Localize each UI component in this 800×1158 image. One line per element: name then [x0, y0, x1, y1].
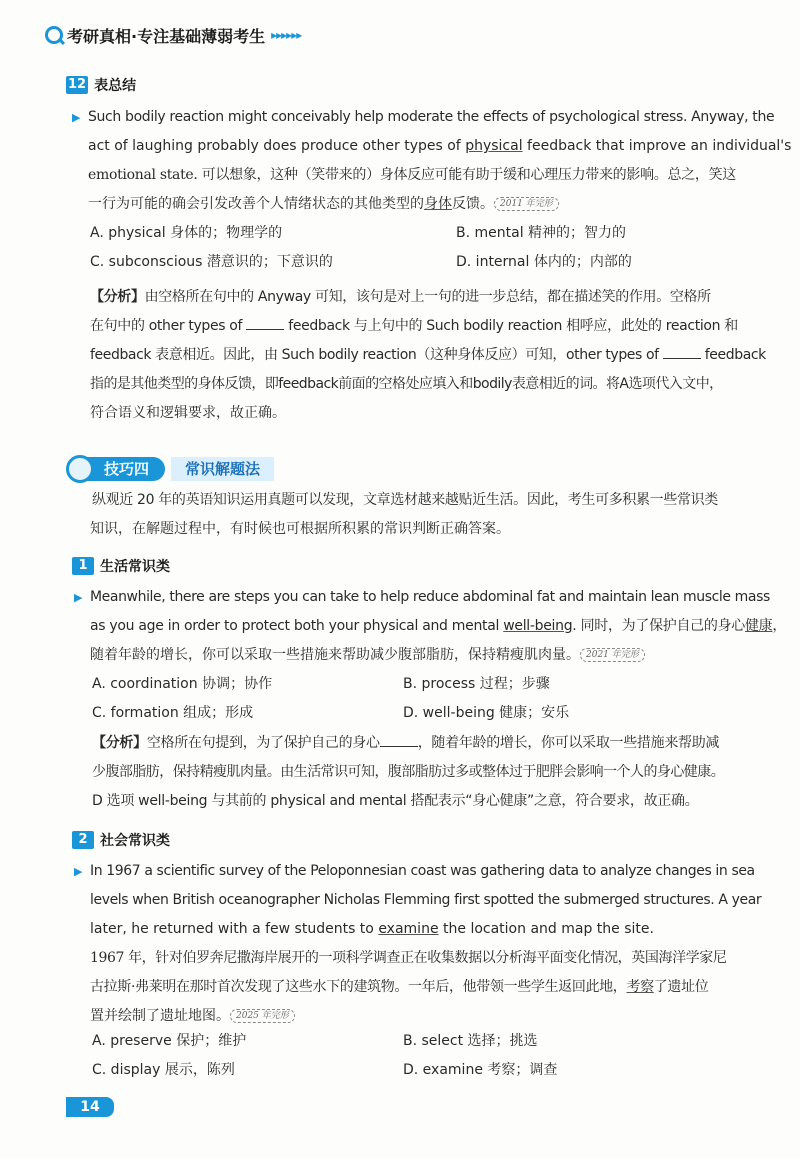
- exam-year-tag: 2021 年完形: [580, 648, 645, 662]
- underlined-answer-cn: 健康: [744, 618, 773, 634]
- option-c: C. display 展示，陈列: [92, 1062, 235, 1078]
- skill-intro: 纵观近 20 年的英语知识运用真题可以发现，文章选材越来越贴近生活。因此，考生可多积累一些常识类 知识，在解题过程中，有时候也可根据所积累的常识判断正确答案。: [90, 492, 718, 537]
- page-header: [45, 22, 301, 48]
- exam-year-tag: 2025 年完形: [230, 1009, 295, 1023]
- options-12: [90, 222, 750, 278]
- option-d: D. examine 考察；调查: [403, 1062, 558, 1078]
- section-number: 12: [68, 77, 87, 92]
- option-b: B. process 过程；步骤: [403, 676, 550, 692]
- options-1: [92, 673, 752, 729]
- section-number: 2: [72, 831, 94, 849]
- section-heading-2: [72, 830, 170, 850]
- option-b: B. select 选择；挑选: [403, 1033, 538, 1049]
- option-c: C. formation 组成；形成: [92, 705, 254, 721]
- underlined-answer: well-being: [503, 618, 573, 634]
- underlined-answer-cn: 考察: [626, 979, 654, 995]
- magnifier-icon: [66, 455, 94, 483]
- option-d: D. internal 体内的；内部的: [456, 254, 632, 270]
- skill-banner: [66, 454, 274, 484]
- option-a: A. preserve 保护；维护: [92, 1033, 247, 1049]
- section-title: 社会常识类: [100, 833, 170, 849]
- underlined-answer: examine: [378, 921, 439, 937]
- arrow-decoration: ▸▸▸▸▸▸: [271, 28, 302, 42]
- option-c: C. subconscious 潜意识的；下意识的: [90, 254, 333, 270]
- analysis-1: 【分析】空格所在句提到，为了保护自己的身心 ，随着年龄的增长，你可以采取一些措施来帮助减 少腹部脂肪，保持精瘦肌肉量。由生活常识可知，腹部脂肪过多或整体过于肥胖会影响一个人的身心健康。 D 选项 well-being 与其前的 physical and mental 搭配表示“身心健康”之意，符合要求，故正确。: [92, 729, 762, 816]
- blank-line: [380, 732, 418, 747]
- section-title: 生活常识类: [100, 559, 170, 575]
- options-2: [92, 1030, 752, 1086]
- page-number: 14: [66, 1097, 114, 1117]
- analysis-12: 【分析】由空格所在句中的 Anyway 可知，该句是对上一句的进一步总结，都在描述笑的作用。空格所 在句中的 other types of feedback 与上句中的 Such bodily reaction 相呼应，此处的 reaction 和 feedback 表意相近。因此，由 Such bodily reaction（这种身体反应）可知，other types of feedback 指的是其他类型的身体反馈，即feedback前面的空格处应填入和bodily表意相近的词。将A选项代入文中， 符合语义和逻辑要求，故正确。: [90, 289, 766, 421]
- example-sentence-2: ▶ In 1967 a scientific survey of the Peloponnesian coast was gathering data to analyze changes in sea levels when British oceanographer Nicholas Flemming first spotted the submerged structures. A year later, he returned with a few students to examine the location and map the site. 1967 年，针对伯罗奔尼撒海岸展开的一项科学调查正在收集数据以分析海平面变化情况，英国海洋学家尼 古拉斯·弗莱明在那时首次发现了这些水下的建筑物。一年后，他带领一些学生返回此地，考察了遗址位 置并绘制了遗址地图。 2025 年完形: [74, 857, 764, 1031]
- example-sentence-1: ▶ Meanwhile, there are steps you can take to help reduce abdominal fat and maintain lean muscle mass as you age in order to protect both your physical and mental well-being. 同时，为了保护自己的身心健康， 随着年龄的增长，你可以采取一些措施来帮助减少腹部脂肪，保持精瘦肌肉量。 2021 年完形: [74, 583, 764, 670]
- bullet-triangle-icon: ▶: [74, 865, 83, 878]
- search-logo-icon: [45, 26, 63, 44]
- section-heading-12: [66, 75, 136, 95]
- underlined-answer: physical: [465, 138, 523, 154]
- option-d: D. well-being 健康；安乐: [403, 705, 570, 721]
- bullet-triangle-icon: ▶: [74, 591, 83, 604]
- section-number: 1: [72, 557, 94, 575]
- section-title: 表总结: [94, 78, 137, 94]
- option-b: B. mental 精神的；智力的: [456, 225, 627, 241]
- analysis-label: 【分析】: [92, 735, 147, 751]
- skill-label: 技巧四: [84, 457, 165, 481]
- example-sentence-12: ▶ Such bodily reaction might conceivably help moderate the effects of psychological stress. Anyway, the act of laughing probably does produce other types of physical feedback that improve an individual's emotional state. 可以想象，这种（笑带来的）身体反应可能有助于缓和心理压力带来的影响。总之，笑这 一行为可能的确会引发改善个人情绪状态的其他类型的身体反馈。 2011 年完形: [72, 103, 762, 219]
- exam-year-tag: 2011 年完形: [494, 197, 559, 211]
- option-a: A. physical 身体的；物理学的: [90, 225, 283, 241]
- skill-title: 常识解题法: [171, 457, 274, 481]
- brand-title: 考研真相·专注基础薄弱考生: [67, 26, 266, 46]
- section-heading-1: [72, 556, 170, 576]
- blank-line: [246, 315, 284, 330]
- analysis-label: 【分析】: [90, 289, 145, 305]
- blank-line: [663, 344, 701, 359]
- underlined-answer-cn: 身体: [424, 196, 452, 212]
- option-a: A. coordination 协调；协作: [92, 676, 273, 692]
- bullet-triangle-icon: ▶: [72, 111, 81, 124]
